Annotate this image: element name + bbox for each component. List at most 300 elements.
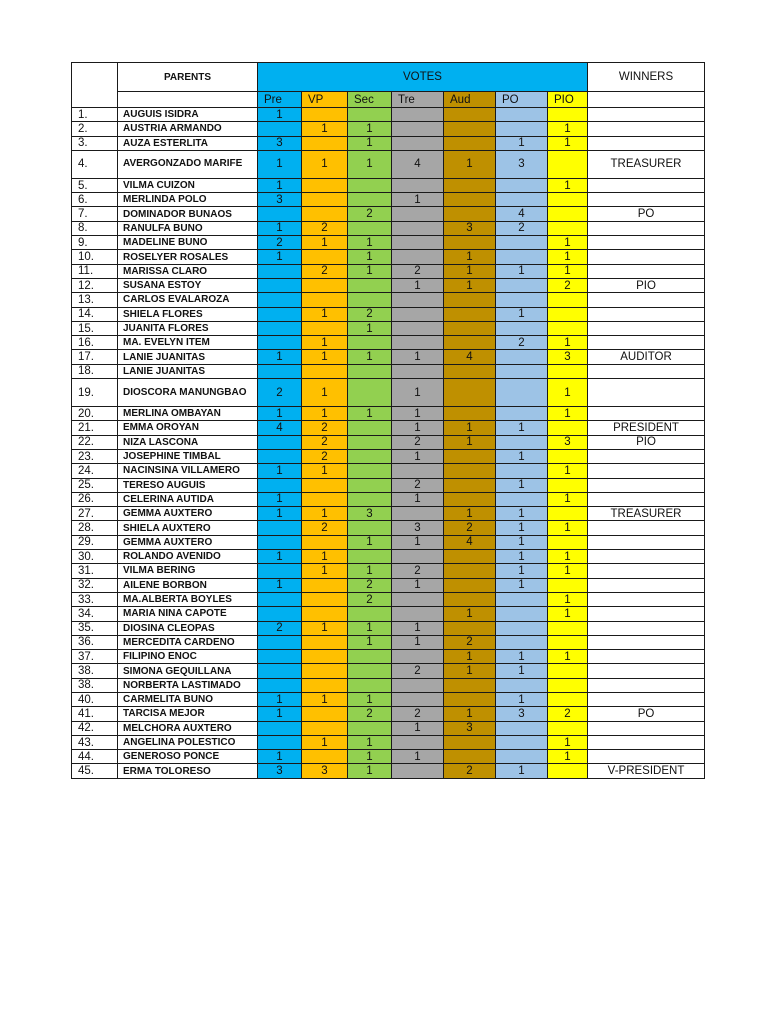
vote-cell-po: 1 xyxy=(496,764,548,778)
vote-cell-sec: 1 xyxy=(348,264,392,278)
row-number: 40. xyxy=(72,692,118,706)
vote-cell-vp xyxy=(302,664,348,678)
winner-cell: TREASURER xyxy=(588,507,705,521)
vote-cell-vp: 1 xyxy=(302,307,348,321)
vote-cell-po: 1 xyxy=(496,521,548,535)
parent-name: LANIE JUANITAS xyxy=(118,350,258,364)
vote-cell-aud: 1 xyxy=(444,435,496,449)
col-header-po: PO xyxy=(496,92,548,108)
vote-cell-vp xyxy=(302,321,348,335)
vote-cell-po: 1 xyxy=(496,507,548,521)
vote-cell-tre: 1 xyxy=(392,635,444,649)
vote-cell-pre xyxy=(258,307,302,321)
vote-cell-po: 1 xyxy=(496,692,548,706)
table-row xyxy=(72,550,705,564)
winner-cell xyxy=(588,564,705,578)
vote-cell-aud: 1 xyxy=(444,664,496,678)
table-row xyxy=(72,578,705,592)
vote-cell-pre: 1 xyxy=(258,578,302,592)
vote-cell-pre: 1 xyxy=(258,250,302,264)
row-number: 29. xyxy=(72,535,118,549)
parent-name: JUANITA FLORES xyxy=(118,321,258,335)
vote-cell-aud xyxy=(444,321,496,335)
table-row xyxy=(72,193,705,207)
vote-cell-aud: 1 xyxy=(444,707,496,721)
vote-cell-tre xyxy=(392,764,444,778)
vote-cell-tre xyxy=(392,507,444,521)
vote-cell-pre: 1 xyxy=(258,692,302,706)
table-row xyxy=(72,592,705,606)
vote-cell-po xyxy=(496,735,548,749)
vote-cell-sec xyxy=(348,435,392,449)
row-number: 15. xyxy=(72,321,118,335)
vote-cell-vp xyxy=(302,108,348,122)
vote-cell-po: 2 xyxy=(496,336,548,350)
vote-cell-vp xyxy=(302,607,348,621)
vote-cell-sec xyxy=(348,550,392,564)
vote-cell-sec: 1 xyxy=(348,150,392,178)
vote-cell-po: 1 xyxy=(496,535,548,549)
vote-cell-pio xyxy=(548,678,588,692)
vote-cell-aud: 1 xyxy=(444,150,496,178)
vote-cell-aud xyxy=(444,478,496,492)
vote-cell-pre xyxy=(258,664,302,678)
vote-cell-aud xyxy=(444,678,496,692)
winner-cell xyxy=(588,221,705,235)
winner-cell xyxy=(588,750,705,764)
table-row xyxy=(72,507,705,521)
winners-header: WINNERS xyxy=(588,63,705,92)
parent-name: SHIELA AUXTERO xyxy=(118,521,258,535)
vote-cell-aud xyxy=(444,236,496,250)
table-row xyxy=(72,707,705,721)
table-row xyxy=(72,278,705,292)
vote-cell-pio: 1 xyxy=(548,750,588,764)
table-row xyxy=(72,764,705,778)
vote-cell-sec: 1 xyxy=(348,750,392,764)
row-number: 12. xyxy=(72,278,118,292)
winner-cell: PO xyxy=(588,707,705,721)
vote-cell-aud xyxy=(444,564,496,578)
vote-cell-pre xyxy=(258,321,302,335)
vote-cell-vp: 2 xyxy=(302,521,348,535)
vote-cell-pio: 1 xyxy=(548,607,588,621)
vote-cell-aud: 2 xyxy=(444,764,496,778)
winner-cell xyxy=(588,521,705,535)
winner-cell: PRESIDENT xyxy=(588,421,705,435)
vote-cell-aud xyxy=(444,178,496,192)
vote-cell-vp: 3 xyxy=(302,764,348,778)
vote-cell-sec xyxy=(348,607,392,621)
winner-cell xyxy=(588,592,705,606)
vote-cell-pio xyxy=(548,193,588,207)
vote-cell-pre xyxy=(258,521,302,535)
vote-cell-aud xyxy=(444,307,496,321)
winner-cell xyxy=(588,478,705,492)
parent-name: CARLOS EVALAROZA xyxy=(118,293,258,307)
vote-cell-po xyxy=(496,293,548,307)
parent-name: AILENE BORBON xyxy=(118,578,258,592)
table-row xyxy=(72,350,705,364)
winner-cell xyxy=(588,464,705,478)
vote-cell-po xyxy=(496,592,548,606)
vote-cell-pre xyxy=(258,207,302,221)
vote-cell-pio xyxy=(548,621,588,635)
vote-cell-po xyxy=(496,236,548,250)
vote-cell-aud xyxy=(444,207,496,221)
vote-cell-sec: 1 xyxy=(348,136,392,150)
vote-cell-tre: 1 xyxy=(392,721,444,735)
parent-name: ROSELYER ROSALES xyxy=(118,250,258,264)
vote-cell-po: 1 xyxy=(496,664,548,678)
vote-cell-po: 2 xyxy=(496,221,548,235)
vote-cell-pre xyxy=(258,478,302,492)
vote-cell-pre: 1 xyxy=(258,707,302,721)
vote-cell-po xyxy=(496,721,548,735)
winner-cell xyxy=(588,379,705,407)
vote-cell-tre xyxy=(392,108,444,122)
parent-name: TARCISA MEJOR xyxy=(118,707,258,721)
vote-cell-sec: 1 xyxy=(348,692,392,706)
table-row xyxy=(72,678,705,692)
vote-cell-sec: 2 xyxy=(348,707,392,721)
parent-name: LANIE JUANITAS xyxy=(118,364,258,378)
col-header-aud: Aud xyxy=(444,92,496,108)
winner-cell xyxy=(588,122,705,136)
parent-name: MADELINE BUNO xyxy=(118,236,258,250)
vote-cell-pre: 2 xyxy=(258,236,302,250)
vote-cell-po xyxy=(496,407,548,421)
vote-cell-po xyxy=(496,122,548,136)
table-row xyxy=(72,449,705,463)
vote-cell-pio xyxy=(548,635,588,649)
vote-cell-tre xyxy=(392,221,444,235)
vote-cell-pre xyxy=(258,650,302,664)
vote-cell-po xyxy=(496,464,548,478)
vote-cell-aud: 3 xyxy=(444,721,496,735)
parent-name: ROLANDO AVENIDO xyxy=(118,550,258,564)
parent-name: FILIPINO ENOC xyxy=(118,650,258,664)
vote-cell-sec: 3 xyxy=(348,507,392,521)
winner-cell xyxy=(588,264,705,278)
row-number: 16. xyxy=(72,336,118,350)
vote-cell-aud xyxy=(444,364,496,378)
vote-cell-pio xyxy=(548,221,588,235)
vote-cell-pre: 3 xyxy=(258,136,302,150)
vote-cell-po xyxy=(496,108,548,122)
vote-cell-aud xyxy=(444,735,496,749)
vote-cell-tre: 2 xyxy=(392,264,444,278)
row-number: 9. xyxy=(72,236,118,250)
vote-cell-tre: 2 xyxy=(392,435,444,449)
winner-cell xyxy=(588,721,705,735)
vote-cell-pio: 1 xyxy=(548,407,588,421)
vote-cell-vp: 1 xyxy=(302,336,348,350)
subheader-blank xyxy=(118,92,258,108)
winner-cell xyxy=(588,678,705,692)
row-number: 25. xyxy=(72,478,118,492)
vote-cell-pre xyxy=(258,678,302,692)
table-row xyxy=(72,207,705,221)
vote-cell-vp xyxy=(302,635,348,649)
row-number: 20. xyxy=(72,407,118,421)
vote-cell-pio: 1 xyxy=(548,250,588,264)
parent-name: SHIELA FLORES xyxy=(118,307,258,321)
vote-cell-sec: 1 xyxy=(348,535,392,549)
col-header-pio: PIO xyxy=(548,92,588,108)
vote-cell-pre xyxy=(258,592,302,606)
vote-cell-vp: 1 xyxy=(302,564,348,578)
vote-cell-po xyxy=(496,364,548,378)
vote-cell-sec xyxy=(348,492,392,506)
vote-cell-vp xyxy=(302,650,348,664)
table-row xyxy=(72,635,705,649)
vote-cell-tre: 1 xyxy=(392,492,444,506)
vote-cell-sec xyxy=(348,664,392,678)
vote-cell-aud xyxy=(444,407,496,421)
vote-cell-aud xyxy=(444,621,496,635)
winner-cell xyxy=(588,336,705,350)
winner-cell xyxy=(588,492,705,506)
vote-cell-po xyxy=(496,635,548,649)
vote-cell-tre xyxy=(392,607,444,621)
parent-name: MERCEDITA CARDENO xyxy=(118,635,258,649)
vote-cell-vp xyxy=(302,193,348,207)
vote-cell-tre: 1 xyxy=(392,379,444,407)
vote-cell-pre xyxy=(258,293,302,307)
vote-cell-aud xyxy=(444,492,496,506)
vote-cell-pio: 1 xyxy=(548,521,588,535)
vote-cell-vp: 2 xyxy=(302,435,348,449)
row-number: 10. xyxy=(72,250,118,264)
vote-cell-po: 1 xyxy=(496,478,548,492)
winner-cell xyxy=(588,635,705,649)
vote-cell-po xyxy=(496,250,548,264)
table-row xyxy=(72,264,705,278)
vote-cell-tre xyxy=(392,336,444,350)
winner-cell: PIO xyxy=(588,278,705,292)
vote-cell-pre: 1 xyxy=(258,492,302,506)
col-header-tre: Tre xyxy=(392,92,444,108)
table-row xyxy=(72,421,705,435)
vote-cell-tre: 2 xyxy=(392,564,444,578)
vote-cell-pio xyxy=(548,721,588,735)
vote-cell-pre xyxy=(258,735,302,749)
parent-name: CELERINA AUTIDA xyxy=(118,492,258,506)
vote-cell-vp: 1 xyxy=(302,464,348,478)
vote-cell-tre: 3 xyxy=(392,521,444,535)
vote-cell-tre xyxy=(392,678,444,692)
table-row xyxy=(72,336,705,350)
vote-cell-pre xyxy=(258,336,302,350)
vote-cell-aud xyxy=(444,449,496,463)
vote-cell-sec: 1 xyxy=(348,635,392,649)
vote-cell-tre: 1 xyxy=(392,449,444,463)
subheader-row xyxy=(72,92,705,108)
vote-cell-aud xyxy=(444,592,496,606)
table-row xyxy=(72,721,705,735)
parent-name: GEMMA AUXTERO xyxy=(118,535,258,549)
vote-cell-sec xyxy=(348,678,392,692)
vote-cell-tre xyxy=(392,250,444,264)
winner-cell xyxy=(588,449,705,463)
vote-cell-sec xyxy=(348,278,392,292)
vote-cell-po: 4 xyxy=(496,207,548,221)
vote-cell-aud xyxy=(444,108,496,122)
vote-cell-aud xyxy=(444,750,496,764)
vote-cell-aud: 1 xyxy=(444,250,496,264)
row-number: 21. xyxy=(72,421,118,435)
row-number: 45. xyxy=(72,764,118,778)
row-number: 17. xyxy=(72,350,118,364)
vote-cell-pre: 3 xyxy=(258,193,302,207)
parent-name: GENEROSO PONCE xyxy=(118,750,258,764)
vote-cell-vp xyxy=(302,293,348,307)
row-number: 18. xyxy=(72,364,118,378)
vote-cell-pio xyxy=(548,108,588,122)
winner-cell xyxy=(588,550,705,564)
vote-cell-sec xyxy=(348,379,392,407)
winner-cell: AUDITOR xyxy=(588,350,705,364)
table-row xyxy=(72,478,705,492)
vote-cell-sec: 1 xyxy=(348,621,392,635)
row-number: 30. xyxy=(72,550,118,564)
vote-cell-aud: 4 xyxy=(444,535,496,549)
table-row xyxy=(72,250,705,264)
vote-cell-pre: 4 xyxy=(258,421,302,435)
vote-cell-sec xyxy=(348,221,392,235)
table-row xyxy=(72,692,705,706)
vote-cell-pre: 1 xyxy=(258,108,302,122)
vote-cell-vp xyxy=(302,178,348,192)
vote-cell-po xyxy=(496,435,548,449)
vote-cell-pre xyxy=(258,264,302,278)
parent-name: TERESO AUGUIS xyxy=(118,478,258,492)
winner-cell xyxy=(588,321,705,335)
vote-cell-sec: 2 xyxy=(348,592,392,606)
vote-cell-aud: 1 xyxy=(444,264,496,278)
vote-cell-pio xyxy=(548,764,588,778)
vote-cell-sec xyxy=(348,421,392,435)
table-row xyxy=(72,221,705,235)
vote-cell-tre xyxy=(392,592,444,606)
vote-cell-pio xyxy=(548,150,588,178)
vote-cell-pio xyxy=(548,307,588,321)
vote-cell-aud: 1 xyxy=(444,650,496,664)
vote-cell-pio: 1 xyxy=(548,592,588,606)
row-number: 5. xyxy=(72,178,118,192)
vote-cell-pre xyxy=(258,635,302,649)
vote-cell-pio: 1 xyxy=(548,264,588,278)
vote-cell-pre: 1 xyxy=(258,407,302,421)
winner-cell: V-PRESIDENT xyxy=(588,764,705,778)
vote-cell-aud xyxy=(444,136,496,150)
vote-cell-tre: 1 xyxy=(392,621,444,635)
parent-name: MELCHORA AUXTERO xyxy=(118,721,258,735)
parent-name: ERMA TOLORESO xyxy=(118,764,258,778)
vote-cell-tre: 2 xyxy=(392,707,444,721)
vote-cell-po xyxy=(496,350,548,364)
vote-cell-sec: 1 xyxy=(348,350,392,364)
vote-cell-pio: 2 xyxy=(548,707,588,721)
parent-name: AUZA ESTERLITA xyxy=(118,136,258,150)
row-number: 1. xyxy=(72,108,118,122)
vote-cell-vp: 1 xyxy=(302,236,348,250)
vote-cell-pre: 2 xyxy=(258,621,302,635)
vote-cell-sec xyxy=(348,449,392,463)
table-row xyxy=(72,379,705,407)
table-row xyxy=(72,650,705,664)
parent-name: MA. EVELYN ITEM xyxy=(118,336,258,350)
winner-cell xyxy=(588,578,705,592)
vote-cell-vp xyxy=(302,707,348,721)
vote-cell-sec: 1 xyxy=(348,122,392,136)
vote-cell-sec xyxy=(348,721,392,735)
winner-cell xyxy=(588,136,705,150)
row-number: 33. xyxy=(72,592,118,606)
vote-cell-tre: 4 xyxy=(392,150,444,178)
vote-cell-vp: 1 xyxy=(302,507,348,521)
table-row xyxy=(72,607,705,621)
winner-cell xyxy=(588,236,705,250)
table-row xyxy=(72,664,705,678)
winner-cell xyxy=(588,735,705,749)
vote-cell-sec: 1 xyxy=(348,735,392,749)
parent-name: JOSEPHINE TIMBAL xyxy=(118,449,258,463)
vote-cell-pio: 1 xyxy=(548,122,588,136)
parent-name: RANULFA BUNO xyxy=(118,221,258,235)
row-number: 43. xyxy=(72,735,118,749)
winner-cell xyxy=(588,178,705,192)
vote-cell-vp xyxy=(302,578,348,592)
winner-cell: TREASURER xyxy=(588,150,705,178)
vote-cell-tre: 1 xyxy=(392,350,444,364)
row-number: 36. xyxy=(72,635,118,649)
winner-cell xyxy=(588,193,705,207)
vote-cell-tre xyxy=(392,122,444,136)
vote-cell-pre: 1 xyxy=(258,178,302,192)
vote-cell-pio xyxy=(548,293,588,307)
parent-name: NORBERTA LASTIMADO xyxy=(118,678,258,692)
vote-cell-po xyxy=(496,379,548,407)
table-row xyxy=(72,136,705,150)
vote-cell-po xyxy=(496,321,548,335)
row-number: 35. xyxy=(72,621,118,635)
vote-cell-aud: 1 xyxy=(444,607,496,621)
vote-cell-tre: 1 xyxy=(392,535,444,549)
table-row xyxy=(72,735,705,749)
parent-name: AVERGONZADO MARIFE xyxy=(118,150,258,178)
vote-cell-aud: 4 xyxy=(444,350,496,364)
vote-cell-aud xyxy=(444,464,496,478)
vote-cell-sec xyxy=(348,336,392,350)
parent-name: DIOSCORA MANUNGBAO xyxy=(118,379,258,407)
vote-cell-pio: 1 xyxy=(548,550,588,564)
vote-cell-po xyxy=(496,750,548,764)
vote-cell-sec: 2 xyxy=(348,207,392,221)
vote-cell-tre: 1 xyxy=(392,278,444,292)
vote-cell-po: 1 xyxy=(496,449,548,463)
table-row xyxy=(72,564,705,578)
parent-name: MERLINA OMBAYAN xyxy=(118,407,258,421)
vote-cell-pio xyxy=(548,692,588,706)
winner-cell xyxy=(588,250,705,264)
parent-name: GEMMA AUXTERO xyxy=(118,507,258,521)
vote-cell-sec xyxy=(348,178,392,192)
vote-cell-pio: 3 xyxy=(548,350,588,364)
vote-cell-tre xyxy=(392,464,444,478)
col-header-vp: VP xyxy=(302,92,348,108)
